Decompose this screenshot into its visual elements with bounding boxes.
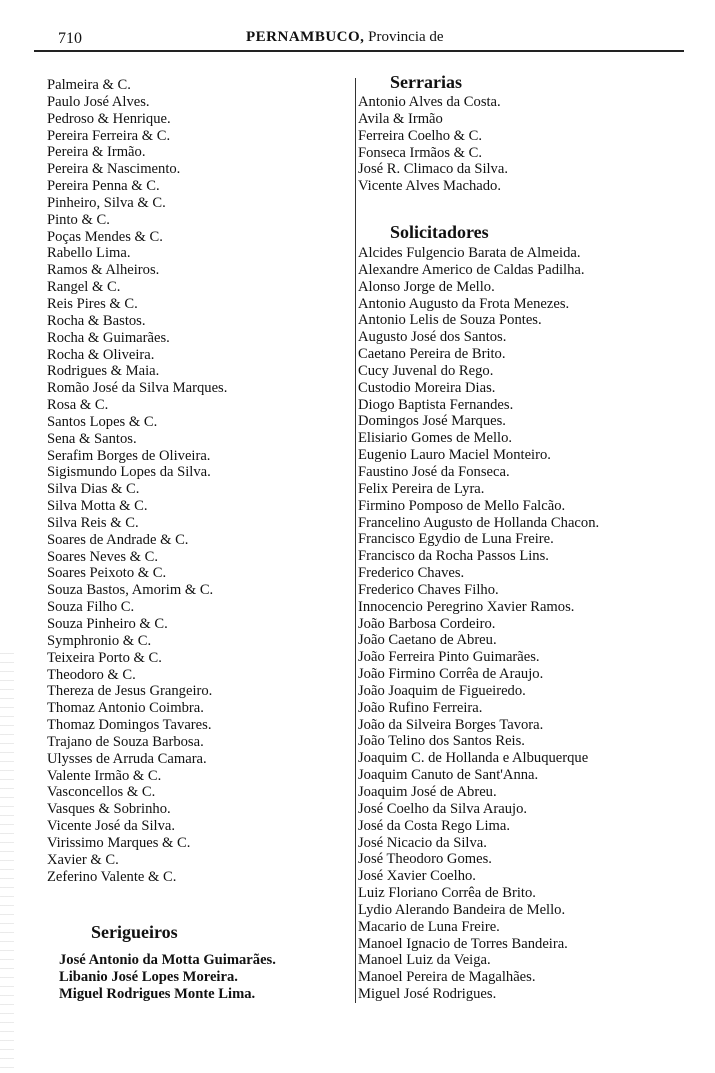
- list-item: Manoel Ignacio de Torres Bandeira.: [358, 935, 568, 952]
- list-item: Pinto & C.: [47, 211, 110, 228]
- list-item: José Antonio da Motta Guimarães.: [59, 952, 276, 968]
- running-header: [246, 29, 444, 46]
- list-item: Manoel Pereira de Magalhães.: [358, 969, 536, 986]
- list-item: Vasconcellos & C.: [47, 784, 156, 801]
- scan-edge-artifact: [0, 650, 14, 1070]
- list-item: Teixeira Porto & C.: [47, 649, 162, 666]
- list-item: Joaquim C. de Hollanda e Albuquerque: [358, 750, 589, 767]
- list-item: Pinheiro, Silva & C.: [47, 194, 166, 211]
- list-item: Luiz Floriano Corrêa de Brito.: [358, 885, 536, 902]
- list-item: Antonio Alves da Costa.: [358, 94, 501, 110]
- list-item: Francelino Augusto de Hollanda Chacon.: [358, 514, 600, 531]
- list-item: Elisiario Gomes de Mello.: [358, 430, 513, 447]
- list-item: Soares de Andrade & C.: [47, 531, 189, 548]
- list-item: Xavier & C.: [47, 851, 119, 868]
- list-item: Libanio José Lopes Moreira.: [59, 968, 238, 985]
- list-item: Palmeira & C.: [47, 77, 131, 93]
- list-item: Serafim Borges de Oliveira.: [47, 447, 211, 464]
- list-item: Symphronio & C.: [47, 632, 152, 649]
- list-item: João Rufino Ferreira.: [358, 699, 483, 716]
- list-item: Frederico Chaves.: [358, 565, 465, 582]
- list-item: Pereira Ferreira & C.: [47, 127, 171, 144]
- list-item: Silva Dias & C.: [47, 481, 140, 498]
- list-item: Diogo Baptista Fernandes.: [358, 396, 514, 413]
- list-item: Vasques & Sobrinho.: [47, 801, 171, 818]
- list-item: Romão José da Silva Marques.: [47, 380, 228, 397]
- list-item: Innocencio Peregrino Xavier Ramos.: [358, 598, 575, 615]
- list-item: João Telino dos Santos Reis.: [358, 733, 525, 750]
- solicitadores-heading: Solicitadores: [390, 222, 489, 242]
- left-list: [47, 77, 227, 886]
- list-item: Antonio Augusto da Frota Menezes.: [358, 295, 570, 312]
- list-item: Poças Mendes & C.: [47, 228, 163, 245]
- list-item: Souza Filho C.: [47, 599, 135, 616]
- list-item: Rocha & Oliveira.: [47, 346, 155, 363]
- list-item: Ulysses de Arruda Camara.: [47, 750, 207, 767]
- list-item: Soares Neves & C.: [47, 548, 159, 565]
- list-item: José Theodoro Gomes.: [358, 851, 492, 868]
- list-item: Rabello Lima.: [47, 245, 131, 262]
- list-item: Souza Bastos, Amorim & C.: [47, 582, 214, 599]
- list-item: Alcides Fulgencio Barata de Almeida.: [358, 245, 581, 261]
- list-item: Souza Pinheiro & C.: [47, 616, 168, 632]
- list-item: Ramos & Alheiros.: [47, 262, 160, 279]
- solicitadores-list: [358, 245, 599, 1003]
- serrarias-list: [358, 94, 508, 195]
- list-item: João Caetano de Abreu.: [358, 632, 497, 649]
- list-item: Trajano de Souza Barbosa.: [47, 733, 204, 750]
- list-item: José Xavier Coelho.: [358, 868, 476, 885]
- list-item: Pereira & Nascimento.: [47, 161, 181, 178]
- list-item: Santos Lopes & C.: [47, 413, 158, 430]
- list-item: João Barbosa Cordeiro.: [358, 615, 496, 632]
- list-item: Rangel & C.: [47, 279, 121, 296]
- list-item: Francisco da Rocha Passos Lins.: [358, 548, 549, 565]
- list-item: Soares Peixoto & C.: [47, 565, 167, 582]
- list-item: Pereira & Irmão.: [47, 144, 146, 161]
- list-item: Manoel Luiz da Veiga.: [358, 952, 491, 969]
- list-item: João Joaquim de Figueiredo.: [358, 682, 526, 699]
- list-item: José R. Climaco da Silva.: [358, 161, 508, 178]
- list-item: João Ferreira Pinto Guimarães.: [358, 649, 540, 666]
- list-item: Valente Irmão & C.: [47, 767, 162, 784]
- list-item: Macario de Luna Freire.: [358, 918, 500, 935]
- list-item: Domingos José Marques.: [358, 413, 506, 430]
- list-item: João Firmino Corrêa de Araujo.: [358, 666, 544, 683]
- list-item: Vicente José da Silva.: [47, 818, 176, 835]
- list-item: Reis Pires & C.: [47, 295, 138, 312]
- list-item: José da Costa Rego Lima.: [358, 817, 510, 834]
- list-item: Ferreira Coelho & C.: [358, 127, 483, 144]
- list-item: Rosa & C.: [47, 397, 109, 414]
- list-item: Thomaz Domingos Tavares.: [47, 717, 212, 734]
- list-item: Francisco Egydio de Luna Freire.: [358, 531, 554, 548]
- list-item: Theodoro & C.: [47, 666, 136, 683]
- list-item: Antonio Lelis de Souza Pontes.: [358, 312, 542, 329]
- header-title-rest: Provincia de: [364, 29, 444, 45]
- list-item: Pereira Penna & C.: [47, 178, 160, 195]
- list-item: Caetano Pereira de Brito.: [358, 346, 506, 363]
- list-item: Alexandre Americo de Caldas Padilha.: [358, 261, 585, 278]
- list-item: Alonso Jorge de Mello.: [358, 278, 495, 295]
- list-item: Paulo José Alves.: [47, 93, 150, 110]
- list-item: Firmino Pomposo de Mello Falcão.: [358, 497, 566, 514]
- list-item: Rodrigues & Maia.: [47, 363, 160, 380]
- list-item: Joaquim Canuto de Sant'Anna.: [358, 767, 539, 784]
- list-item: Virissimo Marques & C.: [47, 834, 191, 851]
- list-item: Eugenio Lauro Maciel Monteiro.: [358, 447, 551, 464]
- list-item: Felix Pereira de Lyra.: [358, 480, 485, 497]
- list-item: Avila & Irmão: [358, 110, 443, 127]
- serigueiros-heading: Serigueiros: [91, 922, 178, 942]
- list-item: José Nicacio da Silva.: [358, 834, 487, 851]
- list-item: Faustino José da Fonseca.: [358, 463, 510, 480]
- serigueiros-list: [59, 952, 276, 1003]
- list-item: João da Silveira Borges Tavora.: [358, 716, 544, 733]
- list-item: Miguel José Rodrigues.: [358, 986, 497, 1003]
- list-item: José Coelho da Silva Araujo.: [358, 800, 528, 817]
- header-title-bold: PERNAMBUCO,: [246, 29, 365, 45]
- list-item: Pedroso & Henrique.: [47, 110, 171, 127]
- list-item: Miguel Rodrigues Monte Lima.: [59, 985, 256, 1002]
- list-item: Lydio Alerando Bandeira de Mello.: [358, 901, 566, 918]
- list-item: Thomaz Antonio Coimbra.: [47, 700, 204, 717]
- column-divider: [355, 78, 356, 1003]
- header-rule: [34, 50, 684, 52]
- list-item: Custodio Moreira Dias.: [358, 379, 496, 396]
- list-item: Zeferino Valente & C.: [47, 868, 177, 885]
- list-item: Vicente Alves Machado.: [358, 178, 501, 195]
- list-item: Fonseca Irmãos & C.: [358, 144, 483, 161]
- list-item: Augusto José dos Santos.: [358, 329, 507, 346]
- list-item: Cucy Juvenal do Rego.: [358, 362, 494, 379]
- list-item: Silva Motta & C.: [47, 498, 148, 515]
- list-item: Sena & Santos.: [47, 430, 137, 447]
- list-item: Thereza de Jesus Grangeiro.: [47, 683, 213, 700]
- page-number: 710: [58, 30, 82, 47]
- list-item: Joaquim José de Abreu.: [358, 784, 497, 800]
- serrarias-heading: Serrarias: [390, 72, 462, 92]
- list-item: Silva Reis & C.: [47, 514, 139, 531]
- list-item: Rocha & Bastos.: [47, 312, 146, 329]
- list-item: Frederico Chaves Filho.: [358, 581, 499, 598]
- list-item: Sigismundo Lopes da Silva.: [47, 464, 211, 481]
- list-item: Rocha & Guimarães.: [47, 329, 170, 346]
